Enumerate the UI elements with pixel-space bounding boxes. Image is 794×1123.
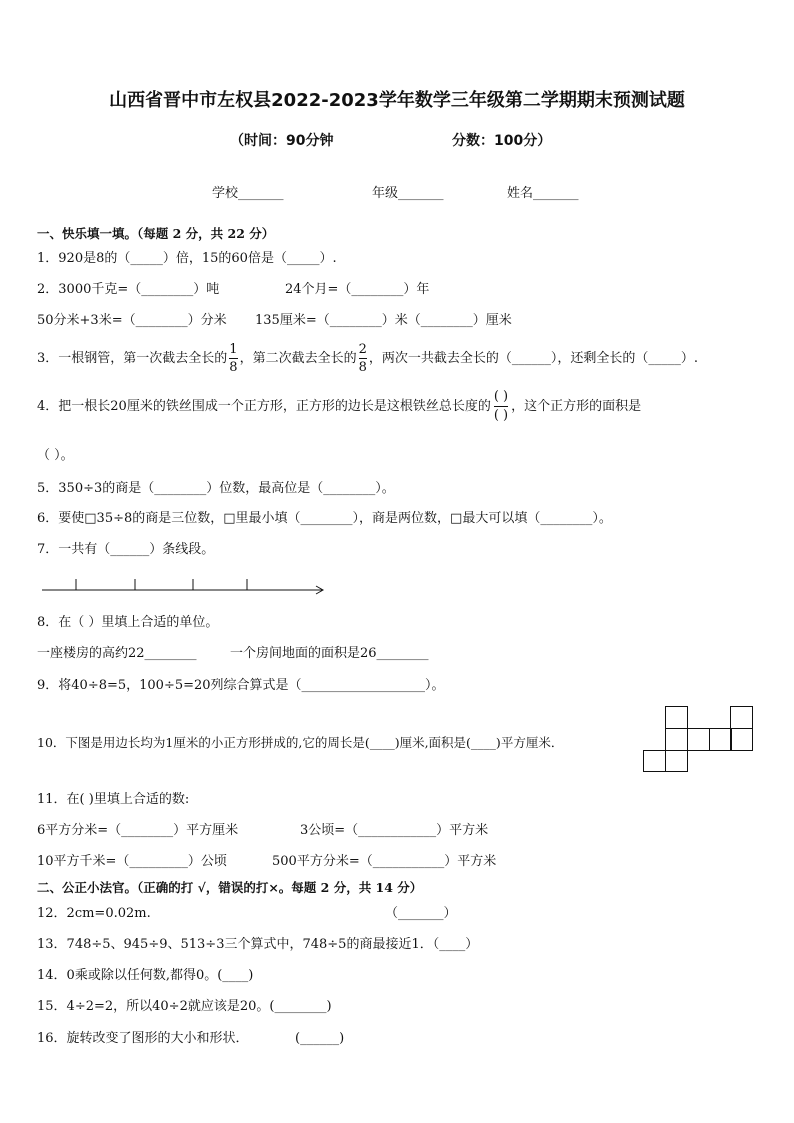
question-15: 15．4÷2=2，所以40÷2就应该是20。(________): [37, 999, 332, 1014]
exam-score: 分数：100分）: [452, 133, 552, 149]
exam-time: （时间：90分钟: [230, 133, 334, 149]
grade-field[interactable]: 年级_______: [372, 186, 444, 201]
question-2c: 50分米+3米=（________）分米: [37, 313, 227, 328]
question-8: 8．在（ ）里填上合适的单位。: [37, 615, 219, 630]
question-8b: 一个房间地面的面积是26________: [230, 646, 429, 661]
tile: [644, 751, 666, 772]
question-13: 13．748÷5、945÷9、513÷3三个算式中，748÷5的商最接近1．（____）: [37, 937, 479, 952]
question-4-post: ，这个正方形的面积是: [511, 399, 642, 414]
question-11b: 3公顷=（____________）平方米: [300, 823, 489, 838]
question-16-blank[interactable]: (______): [295, 1031, 345, 1046]
question-12-blank[interactable]: （_______）: [385, 906, 457, 921]
section-1-heading: 一、快乐填一填。（每题 2 分，共 22 分）: [37, 226, 275, 241]
question-11d: 500平方分米=（___________）平方米: [272, 854, 497, 869]
tile: [688, 729, 710, 751]
question-11a: 6平方分米=（________）平方厘米: [37, 823, 239, 838]
question-2d: 135厘米=（________）米（________）厘米: [255, 313, 512, 328]
line-segment-figure: [40, 576, 330, 598]
question-6: 6．要使□35÷8的商是三位数，□里最小填（________），商是两位数，□最大可以填（________）。: [37, 511, 612, 526]
question-2a: 2．3000千克=（________）吨: [37, 282, 220, 297]
tile: [710, 729, 732, 751]
question-11c: 10平方千米=（_________）公顷: [37, 854, 227, 869]
question-1: 1．920是8的（_____）倍，15的60倍是（_____）.: [37, 251, 337, 266]
tile: [731, 707, 753, 729]
school-field[interactable]: 学校_______: [212, 186, 284, 201]
blank-fraction[interactable]: $\frac{( )}{( )}$: [493, 389, 509, 423]
question-16: 16．旋转改变了图形的大小和形状．: [37, 1031, 249, 1046]
section-2-heading: 二、公正小法官。（正确的打 √，错误的打×。每题 2 分，共 14 分）: [37, 880, 423, 895]
question-4-pre: 4．把一根长20厘米的铁丝围成一个正方形，正方形的边长是这根铁丝总长度的: [37, 399, 491, 414]
tile: [666, 751, 688, 772]
name-field[interactable]: 姓名_______: [507, 186, 579, 201]
question-3: [37, 341, 698, 377]
question-5: 5．350÷3的商是（________）位数，最高位是（________）。: [37, 481, 395, 496]
page-title: 山西省晋中市左权县2022-2023学年数学三年级第二学期期末预测试题: [109, 90, 685, 111]
question-2b: 24个月=（________）年: [285, 282, 430, 297]
tile: [666, 707, 688, 729]
tile: [731, 729, 753, 751]
question-10: 10．下图是用边长均为1厘米的小正方形拼成的,它的周长是(____)厘米,面积是(____)平方厘米．: [37, 735, 564, 750]
question-3-pre: 3．一根钢管，第一次截去全长的: [37, 351, 228, 366]
question-8a: 一座楼房的高约22________: [37, 646, 197, 661]
question-3-mid: ，第二次截去全长的: [239, 351, 357, 366]
fraction-two-eighths: $\frac{2}{8}$: [358, 342, 367, 375]
question-9: 9．将40÷8=5，100÷5=20列综合算式是（___________________）。: [37, 678, 445, 693]
question-12: 12．2cm=0.02m.: [37, 906, 151, 921]
question-11: 11．在( )里填上合适的数:: [37, 792, 190, 807]
fraction-one-eighth: $\frac{1}{8}$: [229, 342, 238, 375]
tile: [666, 729, 688, 751]
question-3-post: ，两次一共截去全长的（______），还剩全长的（_____）.: [368, 351, 698, 366]
question-14: 14．0乘或除以任何数,都得0。(____): [37, 968, 254, 983]
question-4: [37, 385, 641, 429]
question-4-end: （ ）。: [37, 448, 74, 463]
question-7: 7．一共有（______）条线段。: [37, 542, 215, 557]
square-tiles-figure: [642, 705, 754, 773]
